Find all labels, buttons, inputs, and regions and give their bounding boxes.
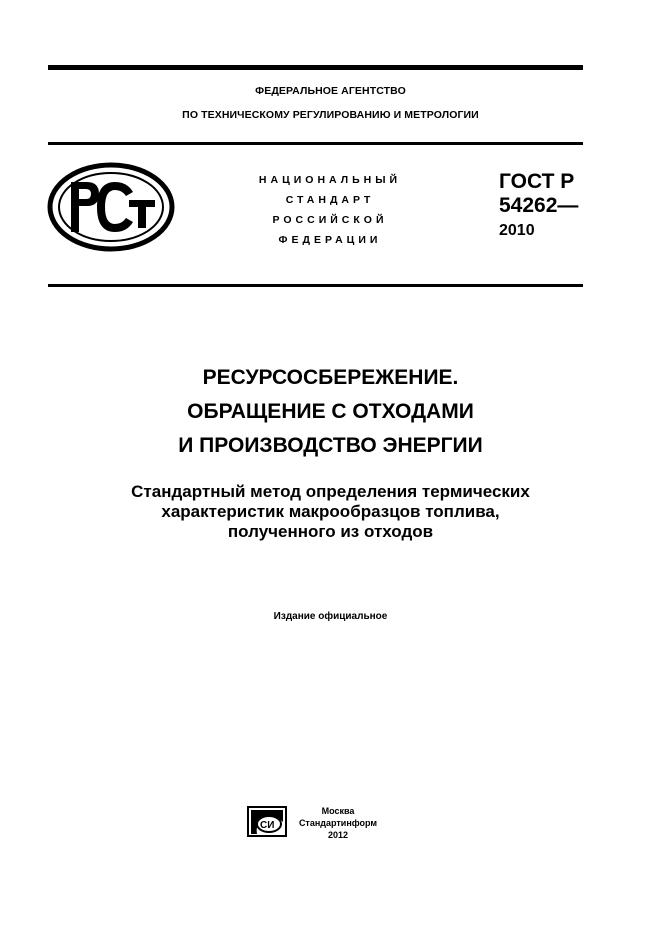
- middle-rule: [48, 142, 583, 145]
- standard-label-line-1: НАЦИОНАЛЬНЫЙ: [258, 174, 402, 186]
- document-title-line-2: ОБРАЩЕНИЕ С ОТХОДАМИ: [187, 400, 474, 423]
- svg-text:СИ: СИ: [260, 820, 275, 831]
- standard-label-line-4: ФЕДЕРАЦИИ: [278, 234, 382, 246]
- gost-designation-year: 2010: [499, 222, 535, 239]
- publisher-name: Стандартинформ: [298, 818, 378, 828]
- document-title-line-1: РЕСУРСОСБЕРЕЖЕНИЕ.: [202, 366, 459, 389]
- document-subtitle-line-1: Стандартный метод определения термических: [131, 482, 530, 501]
- standard-label-line-2: СТАНДАРТ: [285, 194, 375, 206]
- top-rule: [48, 65, 583, 70]
- document-subtitle-line-2: характеристик макрообразцов топлива,: [161, 502, 500, 521]
- document-subtitle-line-3: полученного из отходов: [227, 522, 434, 541]
- document-title-line-3: И ПРОИЗВОДСТВО ЭНЕРГИИ: [178, 434, 483, 457]
- standard-label-line-3: РОССИЙСКОЙ: [272, 214, 388, 226]
- gost-designation-prefix: ГОСТ Р: [499, 170, 575, 193]
- bottom-rule: [48, 284, 583, 287]
- gost-designation-number: 54262—: [499, 194, 579, 217]
- edition-note: Издание официальное: [273, 611, 388, 622]
- standartinform-logo-icon: [247, 806, 287, 837]
- publication-year: 2012: [327, 830, 349, 840]
- agency-name-line-1: ФЕДЕРАЛЬНОЕ АГЕНТСТВО: [255, 85, 406, 97]
- agency-name-line-2: ПО ТЕХНИЧЕСКОМУ РЕГУЛИРОВАНИЮ И МЕТРОЛОГИИ: [182, 109, 479, 121]
- rst-emblem-icon: [47, 162, 175, 252]
- publisher-city: Москва: [321, 806, 355, 816]
